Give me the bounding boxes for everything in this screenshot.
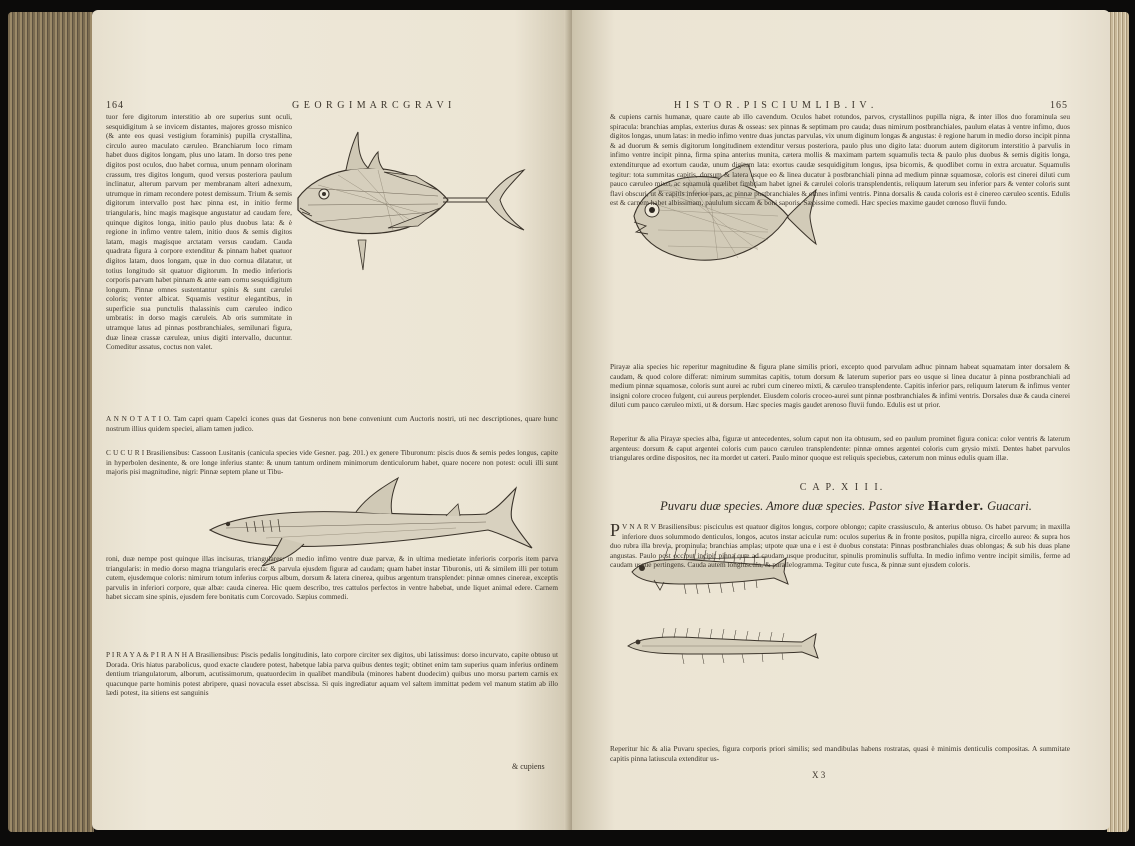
right-paragraph-puvaru — [610, 522, 1070, 570]
fish-illustration-1 — [288, 130, 528, 290]
chapter-title — [616, 498, 1076, 514]
left-paragraph-cucuri: C U C U R I Brasiliensibus: Cassoon Lusitanis (canicula species vide Gesner. pag. 201.) ex genere Tiburonum: piscis duos & semis pedes longus, capite in hyperbolen desinente, & ore longe inferius stante: & unum tantum ordinem minimorum denticulorum habet, quare nocere non potest: oculi illi sunt majoris pisi magnitudine, nigri: Pinnæ septem plane ut Tibu- — [106, 448, 558, 477]
left-paragraph-roni: roni, duæ nempe post quinque illas incisuras, triangulares; in medio infimo ventre duæ parvæ, & in ultima medietate inferioris corporis item parva triangularis: in medio dorso magna triangularis erecta: & parvula ejusdem figuræ ad caudam; quam habet instar Tiburonis, uti & similem illi per totum cutem, ejusdemque coloris: nimirum totum inferius corpus album, dorsum & latera cinerea, quibus argentum transplendet: pinnæ omnes cinereæ, exceptis parvulis in inferiori corpore, quæ albæ: cauda cinerea. Hic quem describo, tres cattulos perfectos in ventre habebat, unde liquet animal edere. Carnem habet siccam sine spinis, ejusdem fere bonitatis cum Corcovado. Sæpius commedi. — [106, 554, 558, 602]
right-text-puvaru — [610, 522, 1070, 570]
left-paragraph-piraya: P I R A Y A & P I R A N H A Brasiliensibus: Piscis pedalis longitudinis, lato corpore circiter sex digitos, ubi latissimus: dorso incurvato, capite obtuso ut Dorada. Oris hiatus parabolicus, quod exacte claudere potest, habetque labia parva quibus dentes tegit; obtinet enim tam superius quam inferius ordinem dentium triangulatorum, alborum, acutissimorum, quatuordecim in qualibet mandibula (minores habent duodecim) quibus uno morsu partem carnis ex quacunque parte hominis potest abripere, quasi novacula esset abscissa. Si quis ingrediatur aquam vel saltem immittat pedem vel manum statim ab illo lædi potest, ita sitiens est sanguinis — [106, 650, 558, 698]
left-text-piraya — [106, 650, 558, 698]
chapter-title-blackletter: Harder. — [927, 498, 984, 513]
book-edge-right — [1107, 12, 1129, 832]
chapter-title-part2: Guacari. — [987, 499, 1032, 513]
left-text-roni — [106, 554, 558, 602]
left-running-head: G E O R G I M A R C G R A V I — [292, 100, 453, 111]
right-paragraph-third: Reperitur & alia Pirayæ species alba, figuræ ut antecedentes, solum caput non ita obtusum, sed eo paulum prominet figura conica: color ventris & laterum argenteus: dorsum & caput argentei coloris cum pauco cæruleo transplendente: pinnæ omnes argentei coloris cum grysio mixti. Dentes habet parvulos triangulares ordine dispositos, nec ita mordet ut cæteri. Paulo minor quoque est reliquis speciebus, cæterum non minus edulis quam illæ. — [610, 434, 1070, 463]
right-text-last — [610, 744, 1070, 763]
signature-mark: X 3 — [812, 770, 826, 780]
chapter-title-part1: Puvaru duæ species. Amore duæ species. Pastor sive — [660, 499, 925, 513]
right-page — [572, 10, 1110, 830]
right-paragraph-puvaru-body: V N A R V Brasiliensibus: pisciculus est quatuor digitos longus, corpore oblongo; capite crassiusculo, & anterius obtuso. Os habet parvum; in maxilla inferiore duos solummodo denticulos, longos, acutos instar aciculæ rum: oculos superius & in fronte positos, pupilla nigra, circello aureo: & supra hos duo rubra illa brevia, prominula; branchias amplas; utpote quæ una e i est è duobus constata: Pinnas postbranchiales duas oblongas; & sub his duas plane angustas. Paulo post occiput incipit pinna quæ ad caudam usque producitur, spinulis prominulis suffulta. In medio infimo ventre incipit similis, ferme ad caudam usque pertingens. Cauda autem longiuscula, & parallelogramma. Tegitur cute fusca, & pinnæ sunt ejusdem coloris. — [610, 522, 1070, 570]
left-page-number: 164 — [106, 100, 124, 111]
puvaru-illustration-2 — [622, 622, 822, 668]
left-catchword: & cupiens — [512, 762, 545, 771]
right-paragraph-top: & cupiens carnis humanæ, quare caute ab illo cavendum. Oculos habet rotundos, parvos, crystallinos pupilla nigra, & inter illos duo foraminula seu spiracula: branchias amplas, exterius duras & osseas: sex pinnas & septimam pro cauda; duas nimirum postbranchiales, paulum elatas à ventre infimo, duos digitos longas, unum latas: in medio infimo ventre duas junctas parvulas, vix unum diginum longas & angustas: è regione harum in medio dorso incipit pinna & ad duorum & semis digitorum longitudinem extenditur versus posteriora, paulo plus uno digito lata: duorum autem digitorum interstitio à parvulis in infimo ventre incipit pinna, firma spina anterius munita, cætera mollis & maximam partem squamulis tecta & paulo plus duobus & semis digitis longa, extenditurque ad exortum caudæ, unum digitum lata: exortus caudæ sesquidigitum longus, ipsa bicornis, & quodlibet cornu in extra arcuatur. Squamulis tegitur: tota summitas capitis, dorsum & latera usque eo & linea ducatur à postbranchiali pinna ad medium pinnæ squamosæ, coloris est cinerei diluti cum pauco cæruleo mixti, ac squamula quælibet fimbriam habet ignei & cærulei coloris transplendentis, reliquum laterum seu inferior pars & venter coloris sunt flavi obscuri, ut & capitis inferior pars, ac pinnæ postbranchiales & omnes infimi ventris. Pinna dorsalis & cauda coloris est è cinereo cæruleo scentis. Edulis est & carnem habet albissimam, paululum siccam & boni saporis. Sæpissime comedi. Hæc species maxime gaudet cœnoso fluvii fundo. — [610, 112, 1070, 208]
left-paragraph-top: tuor fere digitorum interstitio ab ore superius sunt oculi, sesquidigitum à se invicem distantes, majores grosso misnico (& ante eos quasi vestigium foraminis) pupilla crystallina, circulo aureo maculato cæruleo. Branchiarum loco rimam habet duos digitos longam, plus uno latam. In dorso tres pene digitos post oculos, duo habet cornua, unum pennam olorinam crassum, tres digitos longum, quod versus posteriora paulum inclinatur, alterum parvum per membranam alteri adnexum, utrumque in rimam recondere potest demissum. Trium & semis digitorum intervallo post hæc pinna est, in initio ferme triangularis, hinc magis magisque angustatur ad caudam fere, quinque digitos longa, initio paulo plus duobus lata: & è regione in infimo ventre talem, initio duos & semis digitos latam, magis magisque arctatam versus caudam. Cauda quadrata figura à corpore extenditur & pinnam habet quatuor digitos latam, duos longam, quæ in duo cornua dilatatur, ut totius longitudo sit quatuor digitorum. In medio inferioris corporis parvam habet pinnam & ante eam cornu sesquidigitum longum. Pinnæ omnes sustentantur spinis & sunt cærulei coloris; venter albicat. Squamis vestitur elegantibus, in superficie sua punctulis thalassinis cum cæruleo indico umbratis: in dorso magis cæruleis. Ab oris summitate in utramque latus ad pinnas postbranchiales, semilunari figura, duæ lineæ crassæ cæruleæ, unius digiti intervallo, ducuntur. Comeditur assatus, coctus non valet. — [106, 112, 292, 352]
chapter-heading: C A P. X I I I. — [799, 482, 885, 493]
left-paragraph-annotatio: A N N O T A T I O. Tam capri quam Capelci icones quas dat Gesnerus non bene conveniunt cum Auctoris nostri, uti nec descriptiones, quare hunc nostrum illius quidem speciei, aliam tamen judico. — [106, 414, 558, 433]
left-page — [92, 10, 572, 830]
right-text-second — [610, 362, 1070, 410]
right-running-head: H I S T O R . P I S C I U M L I B . I V . — [674, 100, 875, 111]
left-text-annotatio — [106, 414, 558, 433]
shark-illustration — [206, 458, 536, 568]
right-paragraph-second: Pirayæ alia species hic reperitur magnitudine & figura plane similis priori, excepto quod parvulam adhuc pinnam habeat squamatam inter dorsalem & caudam, & quod colore differat: nimirum summitas capitis, totum dorsum & laterum superior pars eo usque si linea ducatur à pinna postbranchiali ad medium pinnæ squamosæ, coloris sunt aurei ac rubri cum cinereo mixti, & cæruleo transplendente. Capitis inferior pars, reliquum laterum & infimus venter insigni colore croceo fulgent, cui aureus perplendet. Eiusdem coloris croceo-aurei sunt pinnæ postbranchiales & infimi ventris. Dorsales duæ & cauda cinerei diluti cum pauco cæruleo mixti, ut & dorsum. Hæc species magis gaudet arenoso fluvii fundo. Edulis est ut prior. — [610, 362, 1070, 410]
book-edge-left — [8, 12, 94, 832]
right-page-number: 165 — [1050, 100, 1068, 111]
right-paragraph-last: Reperitur hic & alia Puvaru species, figura corporis priori similis; sed mandibulas habens rostratas, quasi è minimis denticulis compositas. A summitate capitis pinna latiuscula extenditur us- — [610, 744, 1070, 763]
right-text-top-full — [610, 112, 1070, 208]
drop-cap: P — [610, 520, 621, 540]
left-text-top — [106, 112, 292, 352]
right-text-third — [610, 434, 1070, 463]
